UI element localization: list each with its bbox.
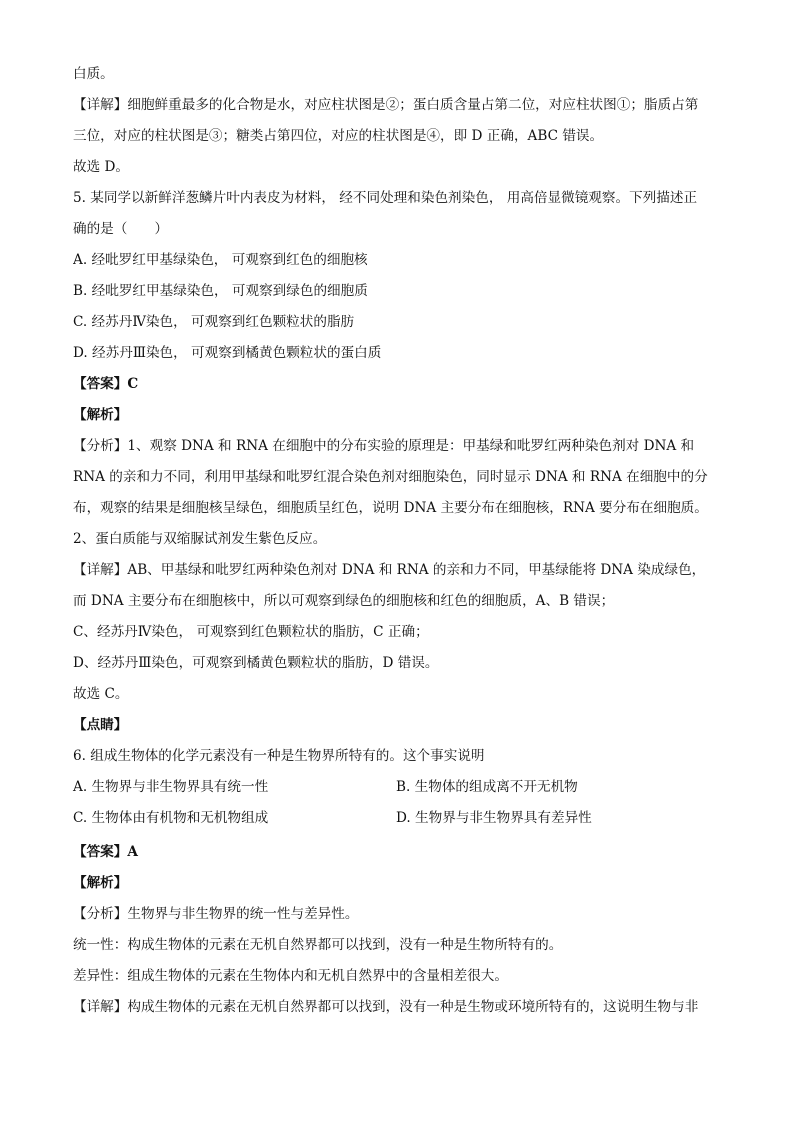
text-line: 统一性：构成生物体的元素在无机自然界都可以找到，没有一种是生物所特有的。: [73, 937, 563, 953]
text-line: 故选 C。: [73, 686, 129, 702]
text-line: 布，观察的结果是细胞核呈绿色，细胞质呈红色，说明 DNA 主要分布在细胞核，RNA 要分布在细胞质。: [73, 500, 708, 516]
question-6-stem: 6. 组成生物体的化学元素没有一种是生物界所特有的。这个事实说明: [73, 748, 485, 764]
text-line: C、经苏丹Ⅳ染色， 可观察到红色颗粒状的脂肪，C 正确；: [73, 624, 429, 640]
question-5-option-c: C. 经苏丹Ⅳ染色， 可观察到红色颗粒状的脂肪: [73, 314, 355, 330]
text-line: 三位，对应的柱状图是③；糖类占第四位，对应的柱状图是④，即 D 正确，ABC 错误。: [73, 128, 604, 144]
text-line: 白质。: [73, 66, 114, 82]
answer-label: 【答案】A: [73, 844, 138, 860]
question-5-option-b: B. 经吡罗红甲基绿染色， 可观察到绿色的细胞质: [73, 283, 368, 299]
tips-heading: 【点睛】: [73, 717, 128, 733]
question-5-stem: 5. 某同学以新鲜洋葱鳞片叶内表皮为材料， 经不同处理和染色剂染色， 用高倍显微镜观察。下列描述正: [73, 190, 698, 206]
question-6-option-d: D. 生物界与非生物界具有差异性: [396, 810, 592, 826]
text-line: 差异性：组成生物体的元素在生物体内和无机自然界中的含量相差很大。: [73, 968, 508, 984]
question-6-option-a: A. 生物界与非生物界具有统一性: [73, 779, 269, 795]
analysis-heading: 【解析】: [73, 407, 128, 423]
question-5-option-a: A. 经吡罗红甲基绿染色， 可观察到红色的细胞核: [73, 252, 368, 268]
text-line: 故选 D。: [73, 159, 130, 175]
text-line: 【分析】生物界与非生物界的统一性与差异性。: [73, 906, 359, 922]
text-line: 【详解】AB、甲基绿和吡罗红两种染色剂对 DNA 和 RNA 的亲和力不同，甲基绿能将 DNA 染成绿色，: [73, 562, 706, 578]
text-line: 【详解】细胞鲜重最多的化合物是水，对应柱状图是②；蛋白质含量占第二位，对应柱状图①；脂质占第: [73, 97, 699, 113]
text-line: 而 DNA 主要分布在细胞核中，所以可观察到绿色的细胞核和红色的细胞质，A、B 错误；: [73, 593, 615, 609]
question-6-option-c: C. 生物体由有机物和无机物组成: [73, 810, 269, 826]
analysis-heading: 【解析】: [73, 875, 128, 891]
text-line: 【详解】构成生物体的元素在无机自然界都可以找到，没有一种是生物或环境所特有的，这说明生物与非: [73, 999, 699, 1015]
text-line: RNA 的亲和力不同，利用甲基绿和吡罗红混合染色剂对细胞染色，同时显示 DNA 和 RNA 在细胞中的分: [73, 469, 708, 485]
text-line: 【分析】1、观察 DNA 和 RNA 在细胞中的分布实验的原理是：甲基绿和吡罗红两种染色剂对 DNA 和: [73, 438, 695, 454]
question-5-option-d: D. 经苏丹Ⅲ染色， 可观察到橘黄色颗粒状的蛋白质: [73, 345, 382, 361]
text-line: 2、蛋白质能与双缩脲试剂发生紫色反应。: [73, 531, 327, 547]
text-line: D、经苏丹Ⅲ染色，可观察到橘黄色颗粒状的脂肪，D 错误。: [73, 655, 439, 671]
question-6-option-b: B. 生物体的组成离不开无机物: [396, 779, 578, 795]
question-5-stem: 确的是（ ）: [73, 221, 169, 237]
answer-label: 【答案】C: [73, 376, 139, 392]
